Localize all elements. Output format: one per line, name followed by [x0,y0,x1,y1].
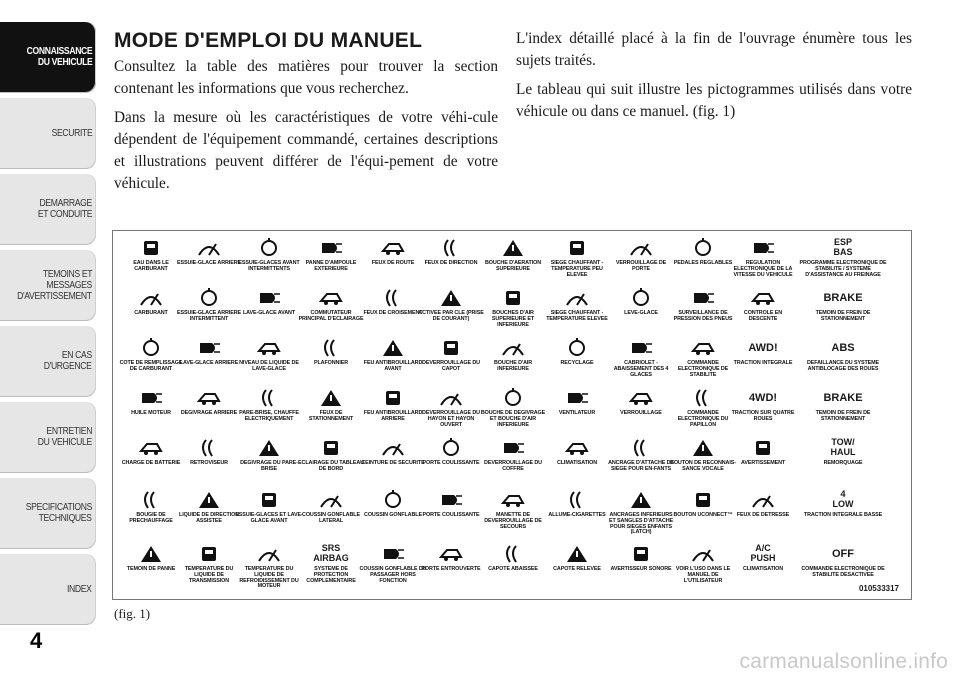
pictogram-item [729,337,797,384]
pictogram-label: BOUCHE DE DEGIVRAGE ET BOUCHE D'AIR INFERIEURE [480,410,546,428]
pictogram-label: SYSTEME DE PROTECTION COMPLEMENTAIRE [306,566,356,584]
pictogram-label: PEDALES REGLABLES [673,260,733,266]
section-title: MODE D'EMPLOI DU MANUEL [114,29,423,52]
pictogram-icon [564,437,590,459]
pictogram-item [729,237,797,284]
pictogram-icon [318,489,344,511]
tab-securite[interactable] [0,98,96,168]
pictogram-icon [138,387,164,409]
pictogram-label: BOUTON DE RECONNAIS-SANCE VOCALE [670,460,736,472]
pictogram-label: VENTILATEUR [558,410,596,416]
pictogram-icon [438,489,464,511]
pictogram-label: DEVERROUILLAGE DU CAPOT [422,360,480,372]
pictogram-icon [628,337,654,359]
pictogram-item [417,287,485,334]
pictogram-label: REGULATION ELECTRONIQUE DE LA VITESSE DU VEHICULE [733,260,793,278]
figure-caption: (fig. 1) [114,606,151,621]
pictogram-item [669,437,737,484]
pictogram-label: BOUGIE DE PRECHAUFFAGE [129,512,173,524]
pictogram-label: LEVE-GLACE [624,310,658,316]
tab-index[interactable] [0,554,96,624]
pictogram-label: COUSSIN GONFLABLE DU PASSAGER HORS FONCTION [359,566,427,584]
pictogram-label: DEGIVRAGE ARRIERE [180,410,238,416]
pictogram-item [235,337,303,384]
pictogram-item [797,337,889,384]
pictogram-label: TEMPERATURE DU LIQUIDE DE REFROIDISSEMENT DU MOTEUR [239,566,299,590]
pictogram-label: BOUTON UCONNECT™ [673,512,733,518]
pictogram-icon [138,287,164,309]
pictogram-label: TRACTION INTEGRALE [733,360,793,366]
tab-specifications-techniques[interactable] [0,478,96,548]
pictogram-icon [500,237,526,259]
pictogram-item [417,489,485,536]
pictogram-icon [500,489,526,511]
pictogram-label: PORTE COULISSANTE [422,512,480,518]
pictogram-icon [196,337,222,359]
pictogram-icon [380,237,406,259]
pictogram-icon [256,337,282,359]
pictogram-text-icon: BRAKE [823,392,863,404]
pictogram-label: AVERTISSEUR SONORE [610,566,672,572]
pictogram-icon [138,543,164,565]
pictogram-label: BOUCHES D'AIR SUPERIEURE ET INFERIEURE [491,310,535,328]
pictogram-item [797,287,889,334]
pictogram-text-icon: BRAKE [823,292,863,304]
pictogram-label: MANETTE DE DEVERROUILLAGE DE SECOURS [484,512,542,530]
pictogram-label: LAVE-GLACE ARRIERE [179,360,239,366]
pictogram-item [479,237,547,284]
pictogram-text-icon: A/C PUSH [750,543,776,563]
pictogram-icon [564,489,590,511]
pictogram-icon [196,489,222,511]
paragraph: Le tableau qui suit illustre les pictogrammes utilisés dans votre véhicule ou dans ce manuel. (fig. 1) [516,81,912,120]
pictogram-icon [564,387,590,409]
pictogram-icon [256,387,282,409]
pictogram-label: COMMANDE ELECTRONIQUE DU PAPILLON [677,410,729,428]
pictogram-item [297,543,365,590]
pictogram-label: CAPOTE RELEVEE [553,566,601,572]
pictogram-icon [564,287,590,309]
pictogram-label: COMMUTATEUR PRINCIPAL D'ECLAIRAGE [298,310,364,322]
pictogram-item [543,387,611,434]
pictogram-label: CAPOTE ABAISSEE [488,566,538,572]
figure-code: 010533317 [858,584,899,593]
pictogram-label: DEVERROUILLAGE DU COFFRE [484,460,542,472]
pictogram-label: CEINTURE DE SECURITE [361,460,425,466]
pictogram-item [479,337,547,384]
pictogram-item [729,387,797,434]
pictogram-label: SURVEILLANCE DE PRESSION DES PNEUS [673,310,733,322]
pictogram-figure [112,230,912,600]
pictogram-label: TRACTION INTEGRALE BASSE [803,512,883,518]
pictogram-item [175,337,243,384]
tab-entretien-du-vehicule[interactable] [0,402,96,472]
pictogram-icon [500,437,526,459]
pictogram-text-icon: OFF [832,548,854,560]
pictogram-item [479,489,547,536]
pictogram-label: FEUX DE CROISEMENT [363,310,423,316]
pictogram-item [669,287,737,334]
pictogram-label: VERROUILLAGE [620,410,662,416]
pictogram-label: ANCRAGES INFERIEURS ET SANGLES D'ATTACHE POUR SIEGES ENFANTS (LATCH) [608,512,674,536]
pictogram-icon [564,543,590,565]
pictogram-label: CONTROLE EN DESCENTE [743,310,783,322]
pictogram-icon [256,287,282,309]
pictogram-label: EAU DANS LE CARBURANT [133,260,169,272]
pictogram-icon [628,437,654,459]
tab-label: ET CONDUITE [37,209,92,220]
pictogram-icon [438,337,464,359]
pictogram-item [479,437,547,484]
pictogram-item [235,237,303,284]
pictogram-icon [256,237,282,259]
pictogram-label: PROGRAMME ELECTRONIQUE DE STABILITE / SYSTEME D'ASSISTANCE AU FREINAGE [799,260,887,278]
pictogram-icon [628,237,654,259]
pictogram-label: PORTE COULISSANTE [422,460,480,466]
pictogram-item [669,543,737,590]
pictogram-label: FEUX DE DETRESSE [736,512,790,518]
pictogram-label: ECLAIRAGE DU TABLEAU DE BORD [298,460,364,472]
pictogram-icon [500,543,526,565]
pictogram-item [543,337,611,384]
pictogram-label: VOIR L'USO DANS LE MANUEL DE L'UTILISATEUR [675,566,731,584]
pictogram-icon [438,287,464,309]
tab-label: SECURITE [51,127,92,139]
pictogram-label: RETROVISEUR [190,460,228,466]
pictogram-label: TEMOIN DE FREIN DE STATIONNEMENT [815,310,871,322]
pictogram-icon [564,237,590,259]
pictogram-icon [438,237,464,259]
pictogram-icon [628,287,654,309]
pictogram-label: COMMANDE ELECTRONIQUE DE STABILITE DESACTIVEE [801,566,885,578]
tab-label: EN CAS [62,350,92,361]
pictogram-item [479,387,547,434]
pictogram-label: LAVE-GLACE AVANT [242,310,296,316]
pictogram-label: LIQUIDE DE DIRECTION ASSISTEE [179,512,239,524]
pictogram-icon [628,543,654,565]
pictogram-label: REMORQUAGE [823,460,863,466]
pictogram-text-icon: SRS AIRBAG [313,543,349,563]
pictogram-icon [138,237,164,259]
pictogram-item [297,387,365,434]
pictogram-icon [750,237,776,259]
pictogram-label: ESSUIE-GLACES ET LAVE-GLACE AVANT [235,512,303,524]
tab-label: INDEX [67,583,92,595]
pictogram-text-icon: 4 LOW [832,489,854,509]
tab-label: CONNAISSANCE [26,46,92,57]
pictogram-icon [196,287,222,309]
pictogram-icon [690,237,716,259]
pictogram-item [797,543,889,590]
tab-connaissance-du-vehicule[interactable] [0,22,96,92]
pictogram-label: FEUX DE ROUTE [371,260,415,266]
pictogram-item [175,387,243,434]
pictogram-item [417,387,485,434]
pictogram-label: DEFAILLANCE DU SYSTEME ANTIBLOCAGE DES ROUES [806,360,880,372]
pictogram-icon [196,437,222,459]
pictogram-text-icon: 4WD! [748,392,778,404]
pictogram-item [607,237,675,284]
tab-temoins-et-messages[interactable] [0,250,96,320]
pictogram-icon [690,437,716,459]
pictogram-label: COUSSIN GONFLABLE LATERAL [302,512,360,524]
pictogram-icon [380,387,406,409]
pictogram-item [669,337,737,384]
pictogram-label: COMMANDE ELECTRONIQUE DE STABILITE [677,360,729,378]
pictogram-label: TEMPERATURE DU LIQUIDE DE TRANSMISSION [184,566,234,584]
pictogram-icon [138,489,164,511]
pictogram-icon [380,489,406,511]
pictogram-icon [564,337,590,359]
tab-label: SPECIFICATIONS [25,502,92,513]
pictogram-item [669,387,737,434]
pictogram-item [297,337,365,384]
pictogram-item [607,337,675,384]
tab-label: DEMARRAGE [39,198,92,209]
pictogram-item [669,489,737,536]
pictogram-item [729,287,797,334]
pictogram-item [607,287,675,334]
pictogram-item [175,287,243,334]
pictogram-icon [138,437,164,459]
pictogram-text-icon: ABS [831,342,855,354]
pictogram-label: PANNE D'AMPOULE EXTERIEURE [305,260,357,272]
pictogram-label: FEUX DE STATIONNEMENT [308,410,354,422]
pictogram-item [543,237,611,284]
pictogram-item [297,437,365,484]
pictogram-label: BOUCHE D'AERATION SUPERIEURE [484,260,542,272]
pictogram-item [175,489,243,536]
pictogram-item [417,237,485,284]
pictogram-item [175,543,243,590]
pictogram-item [543,543,611,590]
tab-label: MESSAGES [46,279,92,291]
pictogram-label: TRACTION SUR QUATRE ROUES [731,410,795,422]
pictogram-icon [196,387,222,409]
pictogram-item [175,237,243,284]
pictogram-item [729,543,797,590]
pictogram-label: FEUX DE DIRECTION [424,260,478,266]
pictogram-icon [256,543,282,565]
paragraph: L'index détaillé placé à la fin de l'ouvrage énumère tous les sujets traités. [516,30,912,69]
pictogram-icon [196,543,222,565]
pictogram-icon [256,437,282,459]
pictogram-label: SIEGE CHAUFFANT - TEMPERATURE ELEVEE [546,310,608,322]
pictogram-item [417,437,485,484]
pictogram-label: PLAFONNIER [313,360,349,366]
tab-label: D'URGENCE [44,361,92,372]
pictogram-icon [690,489,716,511]
pictogram-item [417,337,485,384]
pictogram-text-icon: AWD! [748,342,778,354]
pictogram-text-icon: TOW/ HAUL [830,437,856,457]
pictogram-label: CLIMATISATION [742,566,784,572]
pictogram-item [297,237,365,284]
pictogram-icon [628,489,654,511]
pictogram-icon [690,287,716,309]
paragraph: Dans la mesure où les caractéristiques de votre véhi-cule dépendent de l'équipement commandé, certaines descriptions et illustrations peuvent différer de l'équi-pement de votre véhicule. [114,109,498,192]
right-text-column [516,28,912,130]
pictogram-label: PARE-BRISE, CHAUFFE ELECTRIQUEMENT [239,410,299,422]
pictogram-label: BOUCHE D'AIR INFERIEURE [493,360,533,372]
pictogram-icon [318,437,344,459]
tab-label: DU VEHICULE [37,437,92,448]
pictogram-label: COTE DE REMPLISSAGE DE CARBURANT [119,360,183,372]
tab-demarrage-et-conduite[interactable] [0,174,96,244]
pictogram-label: DEGIVRAGE DU PARE-BRISE [240,460,298,472]
pictogram-item [797,237,889,284]
pictogram-label: TEMOIN DE PANNE [126,566,176,572]
pictogram-label: CABRIOLET - ABAISSEMENT DES 4 GLACES [613,360,669,378]
pictogram-item [669,237,737,284]
pictogram-icon [500,287,526,309]
pictogram-item [235,387,303,434]
pictogram-icon [318,387,344,409]
pictogram-item [235,287,303,334]
pictogram-item [797,387,889,434]
pictogram-label: CARBURANT [134,310,168,316]
pictogram-icon [438,543,464,565]
pictogram-item [607,489,675,536]
pictogram-item [479,287,547,334]
pictogram-icon [318,337,344,359]
pictogram-item [797,489,889,536]
pictogram-item [729,489,797,536]
pictogram-label: ESSUIE-GLACE ARRIERE INTERMITTENT [177,310,241,322]
pictogram-icon [318,237,344,259]
pictogram-icon [500,337,526,359]
pictogram-label: ALLUME-CIGARETTES [548,512,606,518]
pictogram-label: VERROUILLAGE DE PORTE [615,260,667,272]
pictogram-item [297,489,365,536]
pictogram-item [729,437,797,484]
pictogram-label: CHARGE DE BATTERIE [121,460,181,466]
tab-label: DU VEHICULE [37,57,92,68]
pictogram-icon [438,387,464,409]
pictogram-icon [256,489,282,511]
pictogram-icon [380,337,406,359]
tab-label: TECHNIQUES [39,513,92,524]
pictogram-item [479,543,547,590]
pictogram-item [235,489,303,536]
pictogram-icon [750,287,776,309]
pictogram-label: COUSSIN GONFLABLE [364,512,422,518]
pictogram-item [543,287,611,334]
pictogram-item [607,387,675,434]
tab-label: TEMOINS ET [42,268,92,280]
pictogram-label: NIVEAU DE LIQUIDE DE LAVE-GLACE [239,360,299,372]
pictogram-icon [690,543,716,565]
paragraph: Consultez la table des matières pour trouver la section contenant les informations que vous recherchez. [114,58,498,97]
pictogram-label: HUILE MOTEUR [131,410,171,416]
tab-en-cas-d-urgence[interactable] [0,326,96,396]
pictogram-icon [690,337,716,359]
pictogram-item [797,437,889,484]
pictogram-label: ACTIVEE PAR CLE (PRISE DE COURANT) [418,310,484,322]
pictogram-icon [138,337,164,359]
pictogram-label: ESSUIE-GLACES AVANT INTERMITTENTS [238,260,300,272]
pictogram-item [175,437,243,484]
pictogram-item [543,437,611,484]
pictogram-icon [380,437,406,459]
pictogram-icon [500,387,526,409]
pictogram-icon [380,287,406,309]
pictogram-item [607,543,675,590]
pictogram-label: SIEGE CHAUFFANT - TEMPERATURE PEU ELEVEE [550,260,604,278]
page-number: 4 [30,628,43,653]
pictogram-icon [750,489,776,511]
pictogram-item [543,489,611,536]
pictogram-icon [628,387,654,409]
pictogram-icon [438,437,464,459]
pictogram-icon [318,287,344,309]
pictogram-label: DEVERROUILLAGE DU HAYON ET HAYON OUVERT [422,410,480,428]
pictogram-label: ANCRAGE D'ATTACHE DE SIEGE POUR EN-FANTS [608,460,674,472]
pictogram-icon [380,543,406,565]
tab-label: ENTRETIEN [46,426,92,437]
pictogram-item [235,543,303,590]
pictogram-item [607,437,675,484]
pictogram-label: RECYCLAGE [560,360,594,366]
pictogram-label: CLIMATISATION [556,460,598,466]
pictogram-text-icon: ESP BAS [833,237,853,257]
pictogram-label: PORTE ENTROUVERTE [421,566,481,572]
pictogram-icon [750,437,776,459]
pictogram-label: FEU ANTIBROUILLARD ARRIERE [363,410,423,422]
pictogram-item [235,437,303,484]
pictogram-label: ESSUIE-GLACE ARRIERE [177,260,241,266]
pictogram-item [417,543,485,590]
pictogram-item [297,287,365,334]
pictogram-label: TEMOIN DE FREIN DE STATIONNEMENT [815,410,871,422]
pictogram-icon [690,387,716,409]
pictogram-icon [196,237,222,259]
pictogram-label: FEU ANTIBROUILLARD AVANT [363,360,423,372]
left-text-column [114,28,498,202]
tab-label: D'AVERTISSEMENT [17,290,92,302]
watermark: carmanualsonline.info [739,650,948,673]
pictogram-label: AVERTISSEMENT [740,460,786,466]
